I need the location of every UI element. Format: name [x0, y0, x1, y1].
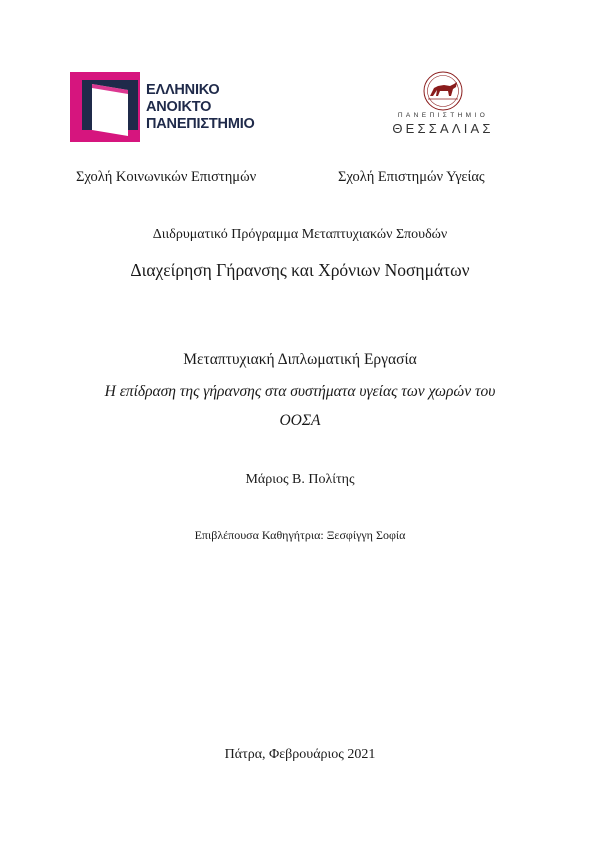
- supervisor: Επιβλέπουσα Καθηγήτρια: Ξεσφίγγη Σοφία: [194, 528, 406, 542]
- eap-emblem-icon: [68, 70, 144, 144]
- school-social-sciences: Σχολή Κοινωνικών Επιστημών: [76, 169, 257, 185]
- hellenic-open-university-logo: [68, 70, 258, 144]
- program-name: Διιδρυματικό Πρόγραμμα Μεταπτυχιακών Σπουδών: [152, 227, 448, 242]
- eap-line1: ΕΛΛΗΝΙΚΟ: [146, 82, 220, 98]
- university-of-thessaly-logo: [378, 70, 508, 142]
- thesis-title-line1: Η επίδραση της γήρανσης στα συστήματα υγείας των χωρών του: [104, 383, 496, 400]
- place-date: Πάτρα, Φεβρουάριος 2021: [224, 747, 376, 762]
- eap-line3: ΠΑΝΕΠΙΣΤΗΜΙΟ: [146, 116, 255, 132]
- school-health-sciences: Σχολή Επιστημών Υγείας: [338, 169, 485, 185]
- thesis-type: Μεταπτυχιακή Διπλωματική Εργασία: [183, 351, 417, 368]
- eap-line2: ΑΝΟΙΚΤΟ: [146, 99, 212, 115]
- author-name: Μάριος Β. Πολίτης: [245, 472, 355, 487]
- uth-small-caption: ΠΑΝΕΠΙΣΤΗΜΙΟ: [397, 112, 489, 119]
- uth-name: ΘΕΣΣΑΛΙΑΣ: [392, 121, 494, 136]
- eap-wordmark: [146, 82, 255, 133]
- program-title: Διαχείρηση Γήρανσης και Χρόνιων Νοσημάτων: [130, 260, 470, 280]
- uth-seal-icon: [378, 70, 508, 112]
- thesis-title-line2: ΟΟΣΑ: [279, 412, 321, 429]
